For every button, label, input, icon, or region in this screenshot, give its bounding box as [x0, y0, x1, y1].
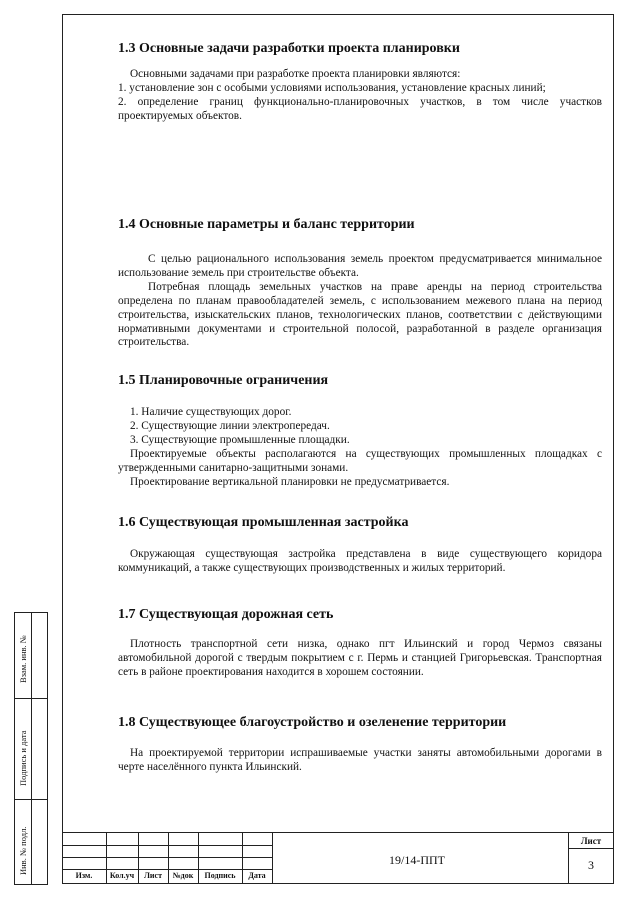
- section-heading-1-4: 1.4 Основные параметры и баланс территории: [118, 217, 415, 232]
- title-block: [62, 832, 614, 884]
- paragraph: Окружающая существующая застройка представлена в виде существующего коридора коммуникаций, а также существующих производственных и жилых территорий.: [118, 548, 602, 574]
- sheet-number: 3: [588, 858, 594, 872]
- paragraph: Проектируемые объекты располагаются на существующих промышленных площадках с утвержденными санитарно-защитными зонами.: [118, 447, 602, 474]
- paragraph: Потребная площадь земельных участков на праве аренды на период строительства определена по планам правообладателей земель, с использованием межевого плана на период строительства, изыскательских планов, технологических планов, соответствии с действующими нормативными документами и строительной полосой, разработанной в разделе организация строительства.: [118, 280, 602, 349]
- tb-col-sheet: Лист: [143, 871, 163, 880]
- paragraph: На проектируемой территории испрашиваемые участки заняты автомобильными дорогами в черте населённого пункта Ильинский.: [118, 747, 602, 773]
- tb-col-signature: Подпись: [204, 871, 236, 880]
- paragraph: 2. определение границ функционально-планировочных участков, в том числе участков проектируемых объектов.: [118, 95, 602, 122]
- tb-col-count: Кол.уч: [109, 871, 135, 880]
- section-heading-1-7: 1.7 Существующая дорожная сеть: [118, 607, 334, 622]
- section-body-1-5: [118, 406, 602, 489]
- tb-line: [62, 869, 272, 870]
- paragraph: Плотность транспортной сети низка, однако пгт Ильинский и город Чермоз связаны автомобильной дорогой с твердым покрытием с г. Пермь и станцией Григорьевская. Транспортная сеть в районе проектирования находится в хорошем состоянии.: [118, 638, 602, 678]
- section-body-1-3: [118, 68, 602, 124]
- list-item: 2. Существующие линии электропередач.: [130, 419, 330, 432]
- section-body-1-8: [118, 747, 602, 775]
- section-heading-1-5: 1.5 Планировочные ограничения: [118, 373, 329, 388]
- sheet-label: Лист: [580, 836, 602, 846]
- tb-col-date: Дата: [248, 871, 266, 880]
- strip-label-signature-date: Подпись и дата: [18, 730, 28, 786]
- section-body-1-7: [118, 638, 602, 680]
- tb-line: [568, 848, 614, 849]
- paragraph: Проектирование вертикальной планировки не предусматривается.: [130, 475, 450, 488]
- section-body-1-6: [118, 548, 602, 576]
- list-item: 1. Наличие существующих дорог.: [130, 406, 292, 418]
- section-heading-1-3: 1.3 Основные задачи разработки проекта планировки: [118, 41, 460, 56]
- paragraph: 1. установление зон с особыми условиями использования, установление красных линий;: [118, 81, 546, 94]
- strip-label-replace-inv: Взам. инв. №: [18, 635, 28, 683]
- tb-line: [62, 845, 272, 846]
- tb-col-docno: №док: [172, 871, 194, 880]
- tb-line: [62, 857, 272, 858]
- document-code: 19/14-ППТ: [389, 853, 445, 867]
- strip-label-inv-original: Инв. № подл.: [18, 826, 28, 875]
- tb-col-change: Изм.: [75, 871, 93, 880]
- section-heading-1-6: 1.6 Существующая промышленная застройка: [118, 515, 409, 530]
- side-stamp-strip: [14, 612, 48, 885]
- paragraph: С целью рационального использования земель проектом предусматривается минимальное использование земель при строительстве объекта.: [118, 253, 602, 279]
- paragraph: Основными задачами при разработке проекта планировки являются:: [130, 68, 461, 80]
- list-item: 3. Существующие промышленные площадки.: [130, 433, 350, 446]
- section-heading-1-8: 1.8 Существующее благоустройство и озеленение территории: [118, 715, 507, 730]
- section-body-1-4: [118, 253, 602, 350]
